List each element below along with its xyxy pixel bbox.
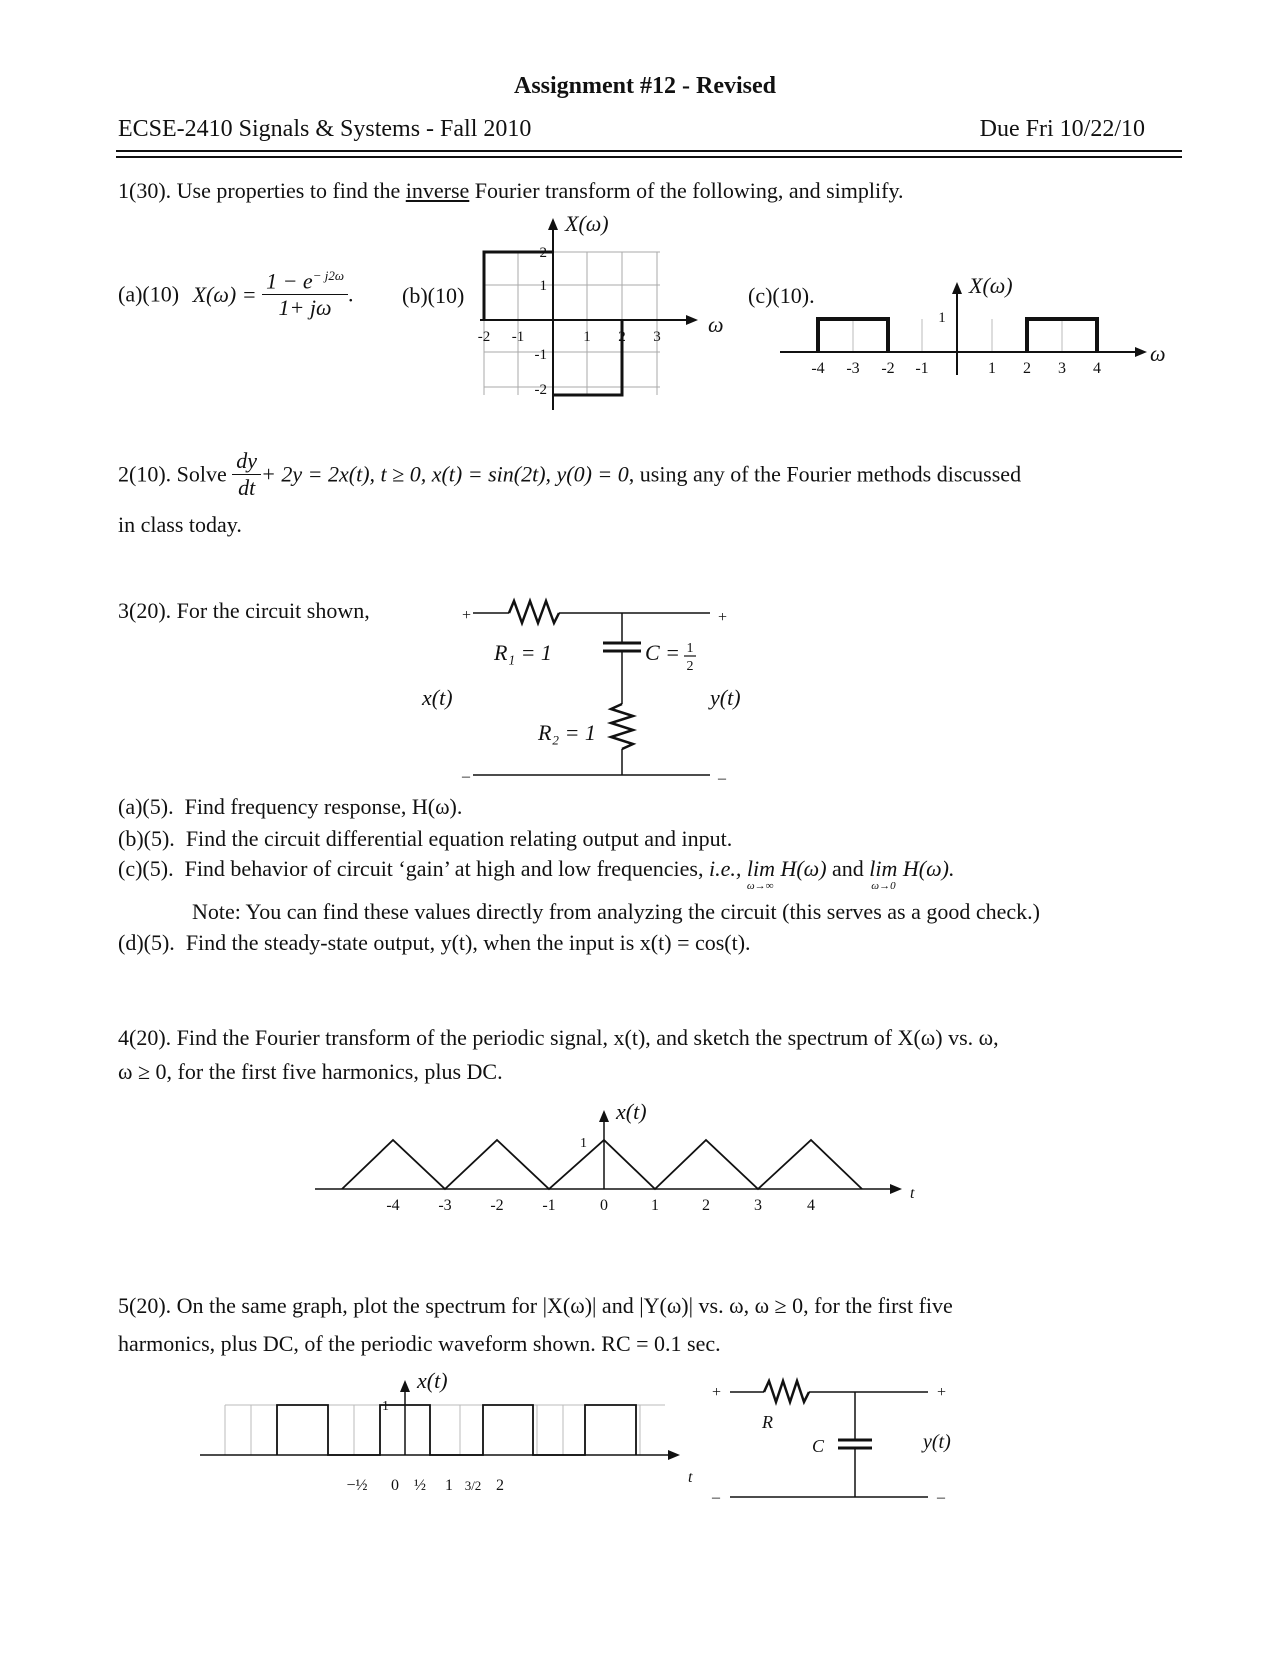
q1b-ytick: -2 [534, 382, 547, 398]
course-name: ECSE-2410 Signals & Systems - Fall 2010 [118, 116, 532, 142]
q1c-label: (c)(10). [748, 283, 815, 308]
q1b-xtick: 1 [583, 329, 591, 345]
q3b: (b)(5). Find the circuit differential equation relating output and input. [118, 826, 733, 851]
q4-x-label: t [910, 1185, 915, 1202]
q3-c-num: 1 [686, 641, 694, 656]
q1b-ytick: -1 [534, 347, 547, 363]
q5-tick-two: 2 [496, 1477, 504, 1494]
q1b-xtick: -2 [477, 329, 491, 345]
q1a-expression: (a)(10) X(ω) = $\frac{1 - e^{- j2\omega}}{1+ j\omega}$ . [118, 268, 354, 321]
q4-xtick: 1 [651, 1197, 659, 1214]
q5-tick-zero: 0 [391, 1477, 399, 1494]
q3a: (a)(5). Find frequency response, H(ω). [118, 794, 463, 819]
q5-tick-three-halves: 3/2 [464, 1478, 482, 1493]
q4-xtick: -3 [438, 1197, 452, 1214]
q5-y-label: y(t) [923, 1431, 951, 1453]
q2-equation: 2(10). Solve $\frac{dy}{dt}$ + 2y = 2x(t), t ≥ 0, x(t) = sin(2t), y(0) = 0, using any of the Fourier methods discussed [118, 448, 1022, 500]
q1c-xtick: 4 [1093, 360, 1101, 377]
q5-resistor [764, 1381, 809, 1402]
q3-note: Note: You can find these values directly from analyzing the circuit (this serves as a good check.) [192, 899, 1040, 924]
q1b-ytick: 1 [539, 278, 547, 294]
q1b-x-label: ω [708, 312, 724, 337]
q5-y-label: x(t) [417, 1368, 448, 1393]
due-date: Due Fri 10/22/10 [979, 116, 1145, 142]
q3c: (c)(5). Find behavior of circuit ‘gain’ at high and low frequencies, i.e., lim H(ω) ω→∞ and lim H(ω). ω→0 [118, 856, 955, 892]
q5-tick-one: 1 [445, 1477, 453, 1494]
q3-prompt: 3(20). For the circuit shown, [118, 598, 370, 623]
q4-xtick: -1 [542, 1197, 556, 1214]
q1c-ytick: 1 [938, 310, 946, 326]
q3-x-label: x(t) [422, 685, 453, 710]
q4-xtick: 4 [807, 1197, 815, 1214]
q5-plus-out: + [937, 1384, 947, 1401]
q1c-xtick: -4 [811, 360, 825, 377]
q5-c-label: C [812, 1436, 825, 1456]
q3-y-label: y(t) [710, 685, 741, 710]
q3-r1-label: R₁ = 1 [494, 640, 552, 665]
q1-prompt: 1(30). Use properties to find the inverse Fourier transform of the following, and simplify. [118, 178, 904, 203]
q4-xtick: 0 [600, 1197, 608, 1214]
q5-level-label: 1 [382, 1399, 389, 1414]
q3-c-den: 2 [686, 659, 694, 674]
q1b-y-label: X(ω) [565, 211, 609, 236]
q5-tick-neg-half: −½ [346, 1477, 368, 1494]
q4-line1: 4(20). Find the Fourier transform of the periodic signal, x(t), and sketch the spectrum of X(ω) vs. ω, [118, 1025, 999, 1050]
q4-y-label: x(t) [616, 1099, 647, 1124]
q3c-lim1-subscript: ω→∞ [746, 880, 774, 892]
q1c-xtick: -3 [846, 360, 860, 377]
q3c-lim2-subscript: ω→0 [871, 880, 896, 892]
q5-minus-in: – [712, 1489, 720, 1506]
q5-line2: harmonics, plus DC, of the periodic waveform shown. RC = 0.1 sec. [118, 1331, 721, 1356]
q5-x-label: t [688, 1469, 693, 1486]
q1b-label: (b)(10) [402, 283, 465, 308]
q1c-x-label: ω [1150, 341, 1166, 366]
q1c-y-label: X(ω) [969, 273, 1013, 298]
q3-minus-out: – [718, 770, 726, 787]
q5-plus-in: + [712, 1384, 722, 1401]
q3-plus-out: + [718, 609, 728, 626]
q3-c-label: C = [645, 640, 681, 665]
q4-xtick: 2 [702, 1197, 710, 1214]
q4-xtick: -2 [490, 1197, 504, 1214]
q1b-xtick: 2 [618, 329, 626, 345]
q3-minus-in: – [462, 768, 470, 785]
q1c-xtick: 3 [1058, 360, 1066, 377]
q1b-xtick: 3 [653, 329, 661, 345]
assignment-title: Assignment #12 - Revised [514, 73, 776, 99]
q1b-xtick: -1 [511, 329, 525, 345]
q4-xtick: 3 [754, 1197, 762, 1214]
q2-line2: in class today. [118, 512, 242, 537]
q1c-xtick: 2 [1023, 360, 1031, 377]
q4-line2: ω ≥ 0, for the first five harmonics, plus DC. [118, 1059, 503, 1084]
q3-plus-in: + [462, 607, 472, 624]
q5-r-label: R [762, 1412, 773, 1432]
q5-minus-out: – [937, 1489, 945, 1506]
q3-r2-label: R₂ = 1 [538, 720, 596, 745]
q1c-xtick: -2 [881, 360, 895, 377]
q5-tick-half: ½ [414, 1477, 426, 1494]
q4-peak-label: 1 [580, 1136, 587, 1151]
q1b-ytick: 2 [539, 245, 547, 261]
q1c-xtick: 1 [988, 360, 996, 377]
q5-line1: 5(20). On the same graph, plot the spectrum for |X(ω)| and |Y(ω)| vs. ω, ω ≥ 0, for the first five [118, 1293, 953, 1318]
q3d: (d)(5). Find the steady-state output, y(t), when the input is x(t) = cos(t). [118, 930, 751, 955]
q1c-xtick: -1 [915, 360, 929, 377]
q4-xtick: -4 [386, 1197, 400, 1214]
